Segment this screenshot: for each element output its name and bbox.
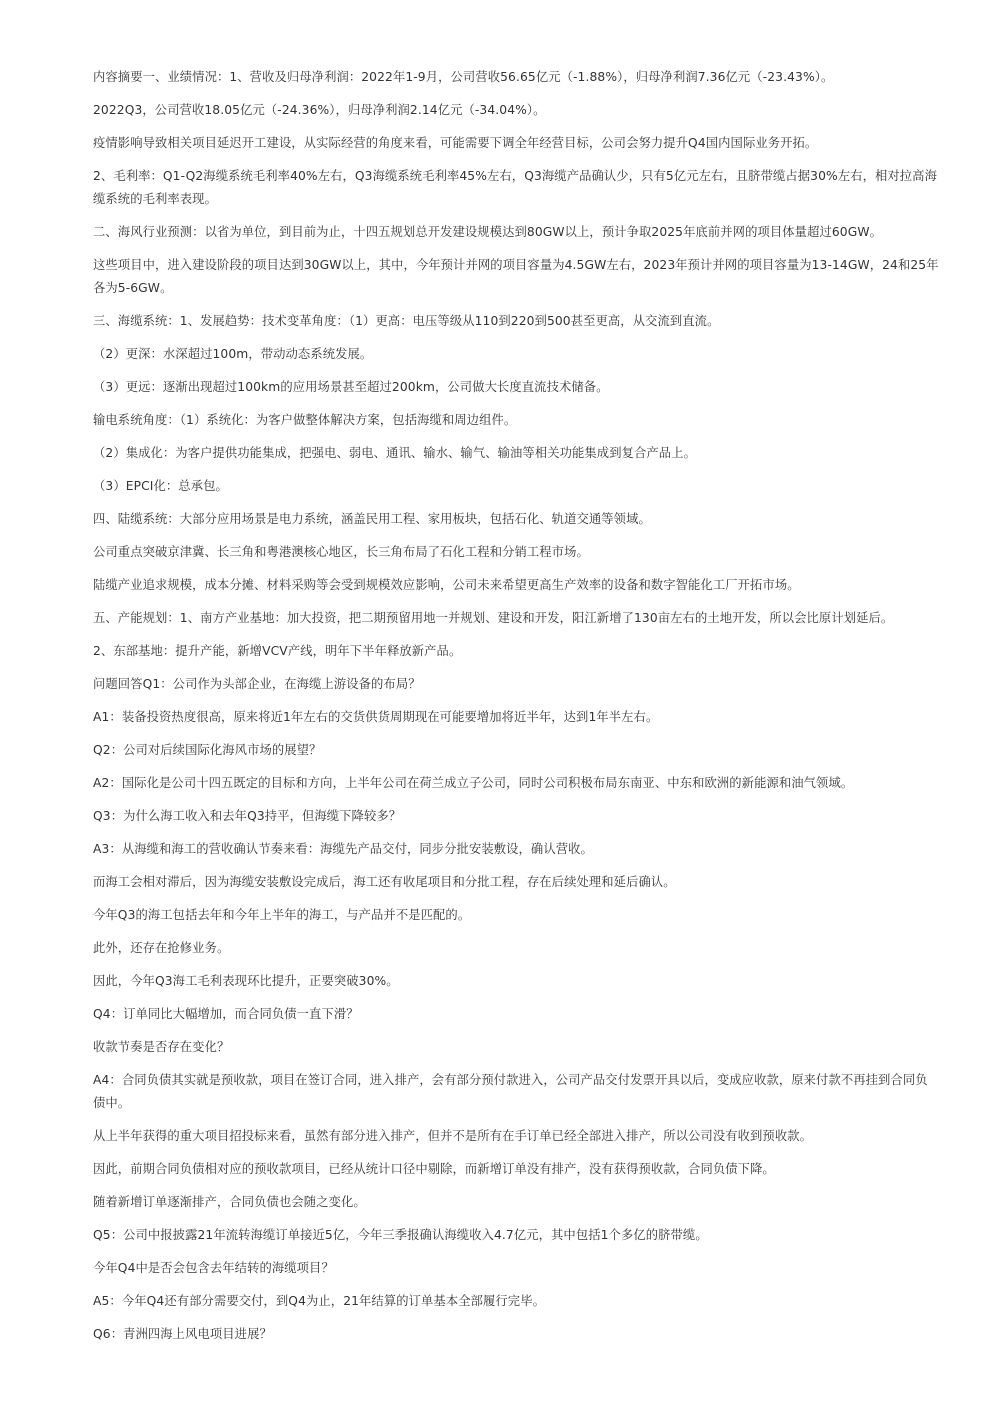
paragraph: 随着新增订单逐渐排产，合同负债也会随之变化。 — [93, 1195, 366, 1209]
paragraph: 从上半年获得的重大项目招投标来看，虽然有部分进入排产，但并不是所有在手订单已经全部进入排产，所以公司没有收到预收款。 — [93, 1129, 813, 1143]
answer-paragraph: A1：装备投资热度很高，原来将近1年左右的交货供货周期现在可能要增加将近半年，达到1年半左右。 — [93, 710, 659, 724]
paragraph: 因此，今年Q3海工毛利表现环比提升，正要突破30%。 — [93, 974, 399, 988]
question-paragraph: 问题回答Q1：公司作为头部企业，在海缆上游设备的布局？ — [93, 677, 421, 691]
paragraph: （2）集成化：为客户提供功能集成，把强电、弱电、通讯、输水、输气、输油等相关功能集成到复合产品上。 — [93, 446, 696, 460]
paragraph: 此外，还存在抢修业务。 — [93, 941, 230, 955]
question-paragraph: Q3：为什么海工收入和去年Q3持平，但海缆下降较多？ — [93, 809, 402, 823]
answer-paragraph: A2：国际化是公司十四五既定的目标和方向，上半年公司在荷兰成立子公司，同时公司积极布局东南亚、中东和欧洲的新能源和油气领域。 — [93, 776, 854, 790]
answer-paragraph: A5：今年Q4还有部分需要交付，到Q4为止，21年结算的订单基本全部履行完毕。 — [93, 1294, 545, 1308]
paragraph: 公司重点突破京津冀、长三角和粤港澳核心地区，长三角布局了石化工程和分销工程市场。 — [93, 545, 589, 559]
question-paragraph: Q5：公司中报披露21年流转海缆订单接近5亿，今年三季报确认海缆收入4.7亿元，其中包括1个多亿的脐带缆。 — [93, 1228, 708, 1242]
paragraph: 今年Q4中是否会包含去年结转的海缆项目？ — [93, 1261, 334, 1275]
paragraph: 疫情影响导致相关项目延迟开工建设，从实际经营的角度来看，可能需要下调全年经营目标，公司会努力提升Q4国内国际业务开拓。 — [93, 136, 818, 150]
question-paragraph: Q6：青洲四海上风电项目进展？ — [93, 1327, 272, 1341]
paragraph: 2、毛利率：Q1-Q2海缆系统毛利率40%左右，Q3海缆系统毛利率45%左右，Q3海缆产品确认少，只有5亿元左右，且脐带缆占据30%左右，相对拉高海缆系统的毛利率表现。 — [93, 169, 937, 206]
paragraph: 二、海风行业预测：以省为单位，到目前为止，十四五规划总开发建设规模达到80GW以上，预计争取2025年底前并网的项目体量超过60GW。 — [93, 225, 882, 239]
paragraph: 收款节奏是否存在变化？ — [93, 1040, 230, 1054]
paragraph: 2022Q3，公司营收18.05亿元（-24.36%），归母净利润2.14亿元（-34.04%）。 — [93, 103, 546, 117]
paragraph: 这些项目中，进入建设阶段的项目达到30GW以上，其中，今年预计并网的项目容量为4.5GW左右，2023年预计并网的项目容量为13-14GW，24和25年各为5-6GW。 — [93, 258, 939, 295]
paragraph: 因此，前期合同负债相对应的预收款项目，已经从统计口径中剔除，而新增订单没有排产，没有获得预收款，合同负债下降。 — [93, 1162, 775, 1176]
paragraph: 2、东部基地：提升产能，新增VCV产线，明年下半年释放新产品。 — [93, 644, 462, 658]
paragraph: 内容摘要一、业绩情况：1、营收及归母净利润：2022年1-9月，公司营收56.65亿元（-1.88%），归母净利润7.36亿元（-23.43%）。 — [93, 70, 834, 84]
paragraph: 三、海缆系统：1、发展趋势：技术变革角度：（1）更高：电压等级从110到220到500甚至更高，从交流到直流。 — [93, 314, 720, 328]
paragraph: 今年Q3的海工包括去年和今年上半年的海工，与产品并不是匹配的。 — [93, 908, 471, 922]
paragraph: 而海工会相对滞后，因为海缆安装敷设完成后，海工还有收尾项目和分批工程，存在后续处理和延后确认。 — [93, 875, 676, 889]
question-paragraph: Q2：公司对后续国际化海风市场的展望？ — [93, 743, 322, 757]
paragraph: 四、陆缆系统：大部分应用场景是电力系统，涵盖民用工程、家用板块，包括石化、轨道交通等领域。 — [93, 512, 651, 526]
paragraph: 输电系统角度：（1）系统化：为客户做整体解决方案，包括海缆和周边组件。 — [93, 413, 517, 427]
paragraph: 陆缆产业追求规模，成本分摊、材料采购等会受到规模效应影响，公司未来希望更高生产效率的设备和数字智能化工厂开拓市场。 — [93, 578, 800, 592]
answer-paragraph: A3：从海缆和海工的营收确认节奏来看：海缆先产品交付，同步分批安装敷设，确认营收。 — [93, 842, 593, 856]
paragraph: （3）更远：逐渐出现超过100km的应用场景甚至超过200km，公司做大长度直流技术储备。 — [93, 380, 609, 394]
paragraph: （3）EPCI化：总承包。 — [93, 479, 228, 493]
question-paragraph: Q4：订单同比大幅增加，而合同负债一直下滑？ — [93, 1007, 359, 1021]
paragraph: 五、产能规划：1、南方产业基地：加大投资，把二期预留用地一并规划、建设和开发，阳江新增了130亩左右的土地开发，所以会比原计划延后。 — [93, 611, 894, 625]
paragraph: （2）更深：水深超过100m，带动动态系统发展。 — [93, 347, 373, 361]
answer-paragraph: A4：合同负债其实就是预收款，项目在签订合同，进入排产，会有部分预付款进入，公司产品交付发票开具以后，变成应收款，原来付款不再挂到合同负债中。 — [93, 1073, 928, 1110]
